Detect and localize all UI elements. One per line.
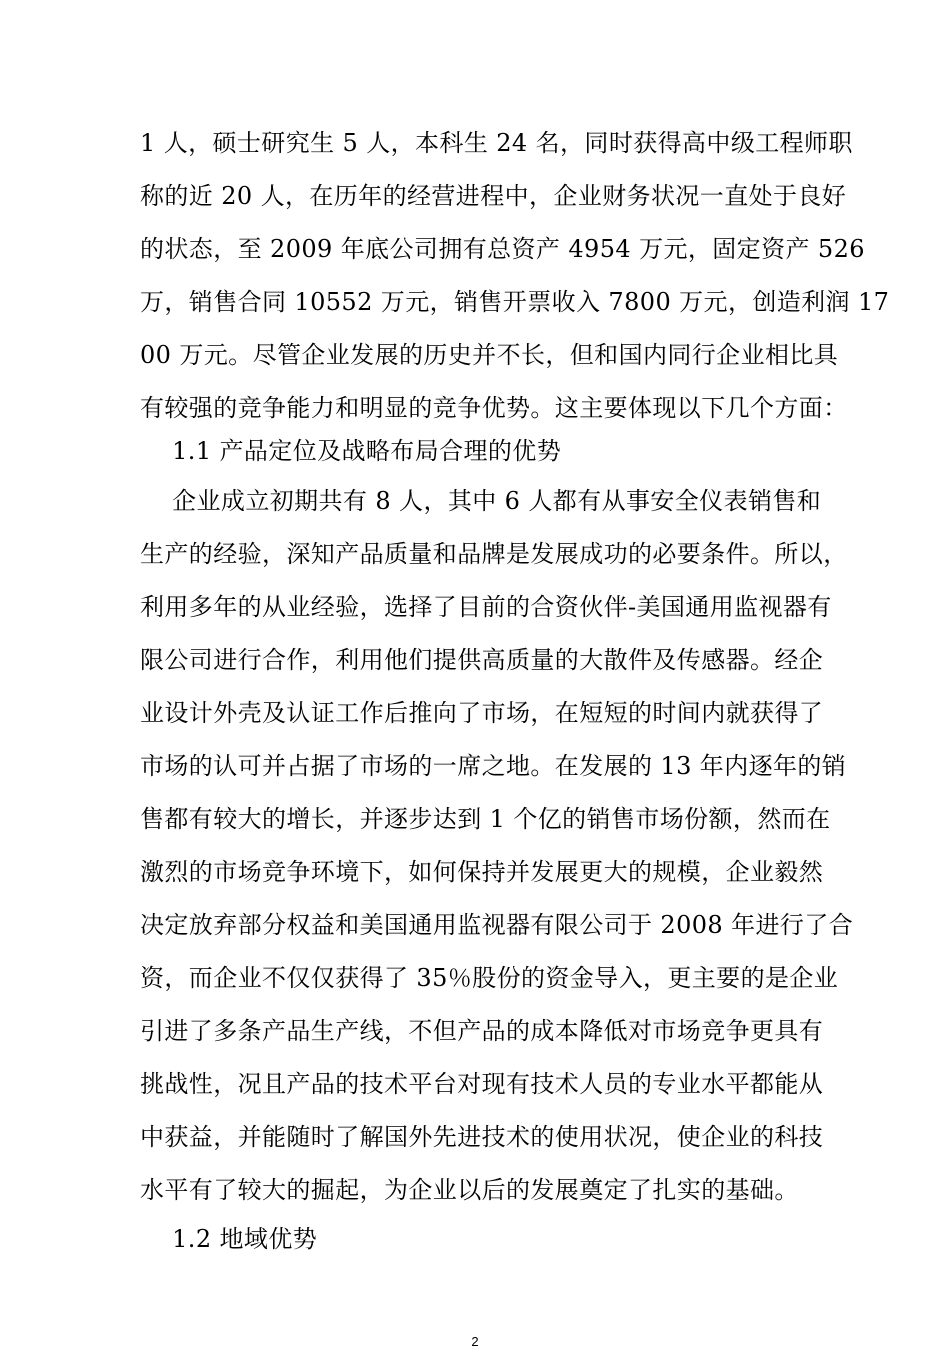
text-line: 引进了多条产品生产线，不但产品的成本降低对市场竞争更具有 [140,1017,824,1045]
text-line: 企业成立初期共有 8 人，其中 6 人都有从事安全仪表销售和 [140,487,822,515]
text-line: 水平有了较大的掘起，为企业以后的发展奠定了扎实的基础。 [140,1176,799,1204]
page-number: 2 [471,1334,479,1349]
section-heading-1-1: 1.1 产品定位及战略布局合理的优势 [140,437,562,465]
text-line: 挑战性，况且产品的技术平台对现有技术人员的专业水平都能从 [140,1070,824,1098]
text-line: 有较强的竞争能力和明显的竞争优势。这主要体现以下几个方面： [140,394,848,422]
text-line: 00 万元。尽管企业发展的历史并不长，但和国内同行企业相比具 [140,341,839,369]
text-line: 1 人，硕士研究生 5 人，本科生 24 名，同时获得高中级工程师职 [140,129,853,157]
text-line: 利用多年的从业经验，选择了目前的合资伙伴-美国通用监视器有 [140,593,832,621]
text-line: 生产的经验，深知产品质量和品牌是发展成功的必要条件。所以， [140,540,848,568]
section-heading-1-2: 1.2 地域优势 [140,1225,318,1253]
text-line: 称的近 20 人，在历年的经营进程中，企业财务状况一直处于良好 [140,182,847,210]
text-line: 市场的认可并占据了市场的一席之地。在发展的 13 年内逐年的销 [140,752,847,780]
text-line: 资，而企业不仅仅获得了 35％股份的资金导入，更主要的是企业 [140,964,839,992]
text-line: 中获益，并能随时了解国外先进技术的使用状况，使企业的科技 [140,1123,824,1151]
text-line: 的状态，至 2009 年底公司拥有总资产 4954 万元，固定资产 526 [140,235,865,263]
text-line: 业设计外壳及认证工作后推向了市场，在短短的时间内就获得了 [140,699,824,727]
text-line: 激烈的市场竞争环境下，如何保持并发展更大的规模，企业毅然 [140,858,824,886]
text-line: 售都有较大的增长，并逐步达到 1 个亿的销售市场份额，然而在 [140,805,831,833]
text-line: 限公司进行合作，利用他们提供高质量的大散件及传感器。经企 [140,646,824,674]
text-line: 万，销售合同 10552 万元，销售开票收入 7800 万元，创造利润 17 [140,288,890,316]
text-line: 决定放弃部分权益和美国通用监视器有限公司于 2008 年进行了合 [140,911,854,939]
